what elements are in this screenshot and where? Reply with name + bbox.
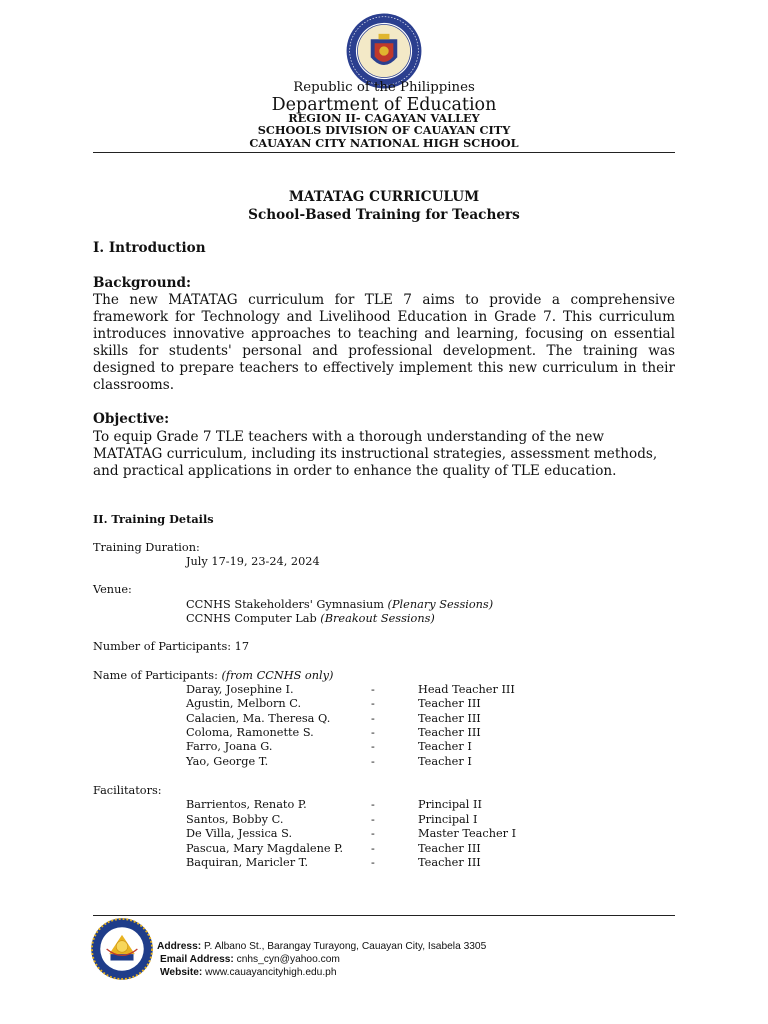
participant-position: Teacher I	[418, 740, 472, 753]
header-school: CAUAYAN CITY NATIONAL HIGH SCHOOL	[249, 136, 519, 150]
address-label: Address:	[157, 941, 202, 952]
participants-count: Number of Participants: 17	[93, 640, 250, 653]
email-label: Email Address:	[160, 954, 234, 965]
participant-dash: -	[371, 712, 375, 725]
facilitator-position: Teacher III	[418, 842, 481, 855]
facilitator-dash: -	[371, 856, 375, 869]
participant-position: Teacher III	[418, 726, 481, 739]
participant-dash: -	[371, 683, 375, 696]
facilitator-dash: -	[371, 798, 375, 811]
header-division: SCHOOLS DIVISION OF CAUAYAN CITY	[257, 123, 511, 137]
objective-heading: Objective:	[93, 411, 170, 427]
venue-name: CCNHS Computer Lab	[186, 612, 321, 625]
participants-note: (from CCNHS only)	[221, 669, 334, 682]
venue-item	[186, 612, 435, 625]
venue-item	[186, 598, 493, 611]
doc-subtitle: School-Based Training for Teachers	[248, 207, 520, 223]
participant-name: Coloma, Ramonette S.	[186, 726, 314, 739]
venue-name: CCNHS Stakeholders' Gymnasium	[186, 598, 388, 611]
participants-label-text: Name of Participants:	[93, 669, 222, 682]
facilitator-position: Principal I	[418, 813, 478, 826]
email-value: cnhs_cyn@yahoo.com	[233, 954, 340, 965]
venue-note: (Plenary Sessions)	[387, 598, 494, 611]
website-link[interactable]: www.cauayancityhigh.edu.ph	[202, 967, 337, 978]
objective-paragraph: To equip Grade 7 TLE teachers with a thorough understanding of the new MATATAG curriculum, including its instructional strategies, assessment methods, and practical applications in order to enhance the quality of TLE education.	[93, 429, 658, 479]
header-divider	[93, 152, 675, 153]
participant-name: Agustin, Melborn C.	[186, 697, 302, 710]
footer-divider	[93, 915, 675, 916]
facilitators-label: Facilitators:	[93, 784, 162, 797]
participant-dash: -	[371, 697, 375, 710]
section-heading-training-details: II. Training Details	[93, 512, 214, 526]
participant-position: Head Teacher III	[418, 683, 515, 696]
participant-name: Calacien, Ma. Theresa Q.	[186, 712, 331, 725]
participant-position: Teacher III	[418, 697, 481, 710]
participant-dash: -	[371, 726, 375, 739]
venue-label: Venue:	[93, 583, 132, 596]
header-republic: Republic of the Philippines	[293, 80, 475, 95]
participant-name: Daray, Josephine I.	[186, 683, 294, 696]
facilitator-name: Santos, Bobby C.	[186, 813, 284, 826]
header-region: REGION II- CAGAYAN VALLEY	[288, 111, 480, 125]
deped-seal-logo	[345, 12, 423, 90]
facilitator-position: Master Teacher I	[418, 827, 517, 840]
participant-name: Yao, George T.	[186, 755, 269, 768]
facilitator-name: Baquiran, Maricler T.	[186, 856, 309, 869]
website-label: Website:	[160, 967, 203, 978]
facilitator-name: Barrientos, Renato P.	[186, 798, 307, 811]
doc-title: MATATAG CURRICULUM	[288, 189, 480, 205]
training-duration-value: July 17-19, 23-24, 2024	[186, 555, 320, 568]
facilitator-dash: -	[371, 813, 375, 826]
facilitator-position: Teacher III	[418, 856, 481, 869]
participants-label	[93, 669, 333, 682]
participant-dash: -	[371, 740, 375, 753]
footer-email	[160, 954, 340, 965]
header-department: Department of Education	[271, 95, 497, 115]
address-value: P. Albano St., Barangay Turayong, Cauayan City, Isabela 3305	[201, 941, 487, 952]
participant-position: Teacher I	[418, 755, 472, 768]
background-heading: Background:	[93, 275, 192, 291]
background-paragraph: The new MATATAG curriculum for TLE 7 aims to provide a comprehensive framework for Technology and Livelihood Education in Grade 7. This curriculum introduces innovative approaches to teaching and learning, focusing on essential skills for students' personal and professional development. The training was designed to prepare teachers to effectively implement this new curriculum in their classrooms.	[93, 292, 675, 393]
facilitator-dash: -	[371, 842, 375, 855]
facilitator-position: Principal II	[418, 798, 482, 811]
venue-note: (Breakout Sessions)	[320, 612, 435, 625]
footer-address	[157, 941, 486, 952]
school-logo	[90, 917, 154, 981]
participant-position: Teacher III	[418, 712, 481, 725]
section-heading-introduction: I. Introduction	[93, 240, 206, 256]
facilitator-name: Pascua, Mary Magdalene P.	[186, 842, 344, 855]
participant-dash: -	[371, 755, 375, 768]
participant-name: Farro, Joana G.	[186, 740, 273, 753]
footer-website	[160, 967, 337, 978]
facilitator-name: De Villa, Jessica S.	[186, 827, 293, 840]
facilitator-dash: -	[371, 827, 375, 840]
training-duration-label: Training Duration:	[93, 541, 200, 554]
